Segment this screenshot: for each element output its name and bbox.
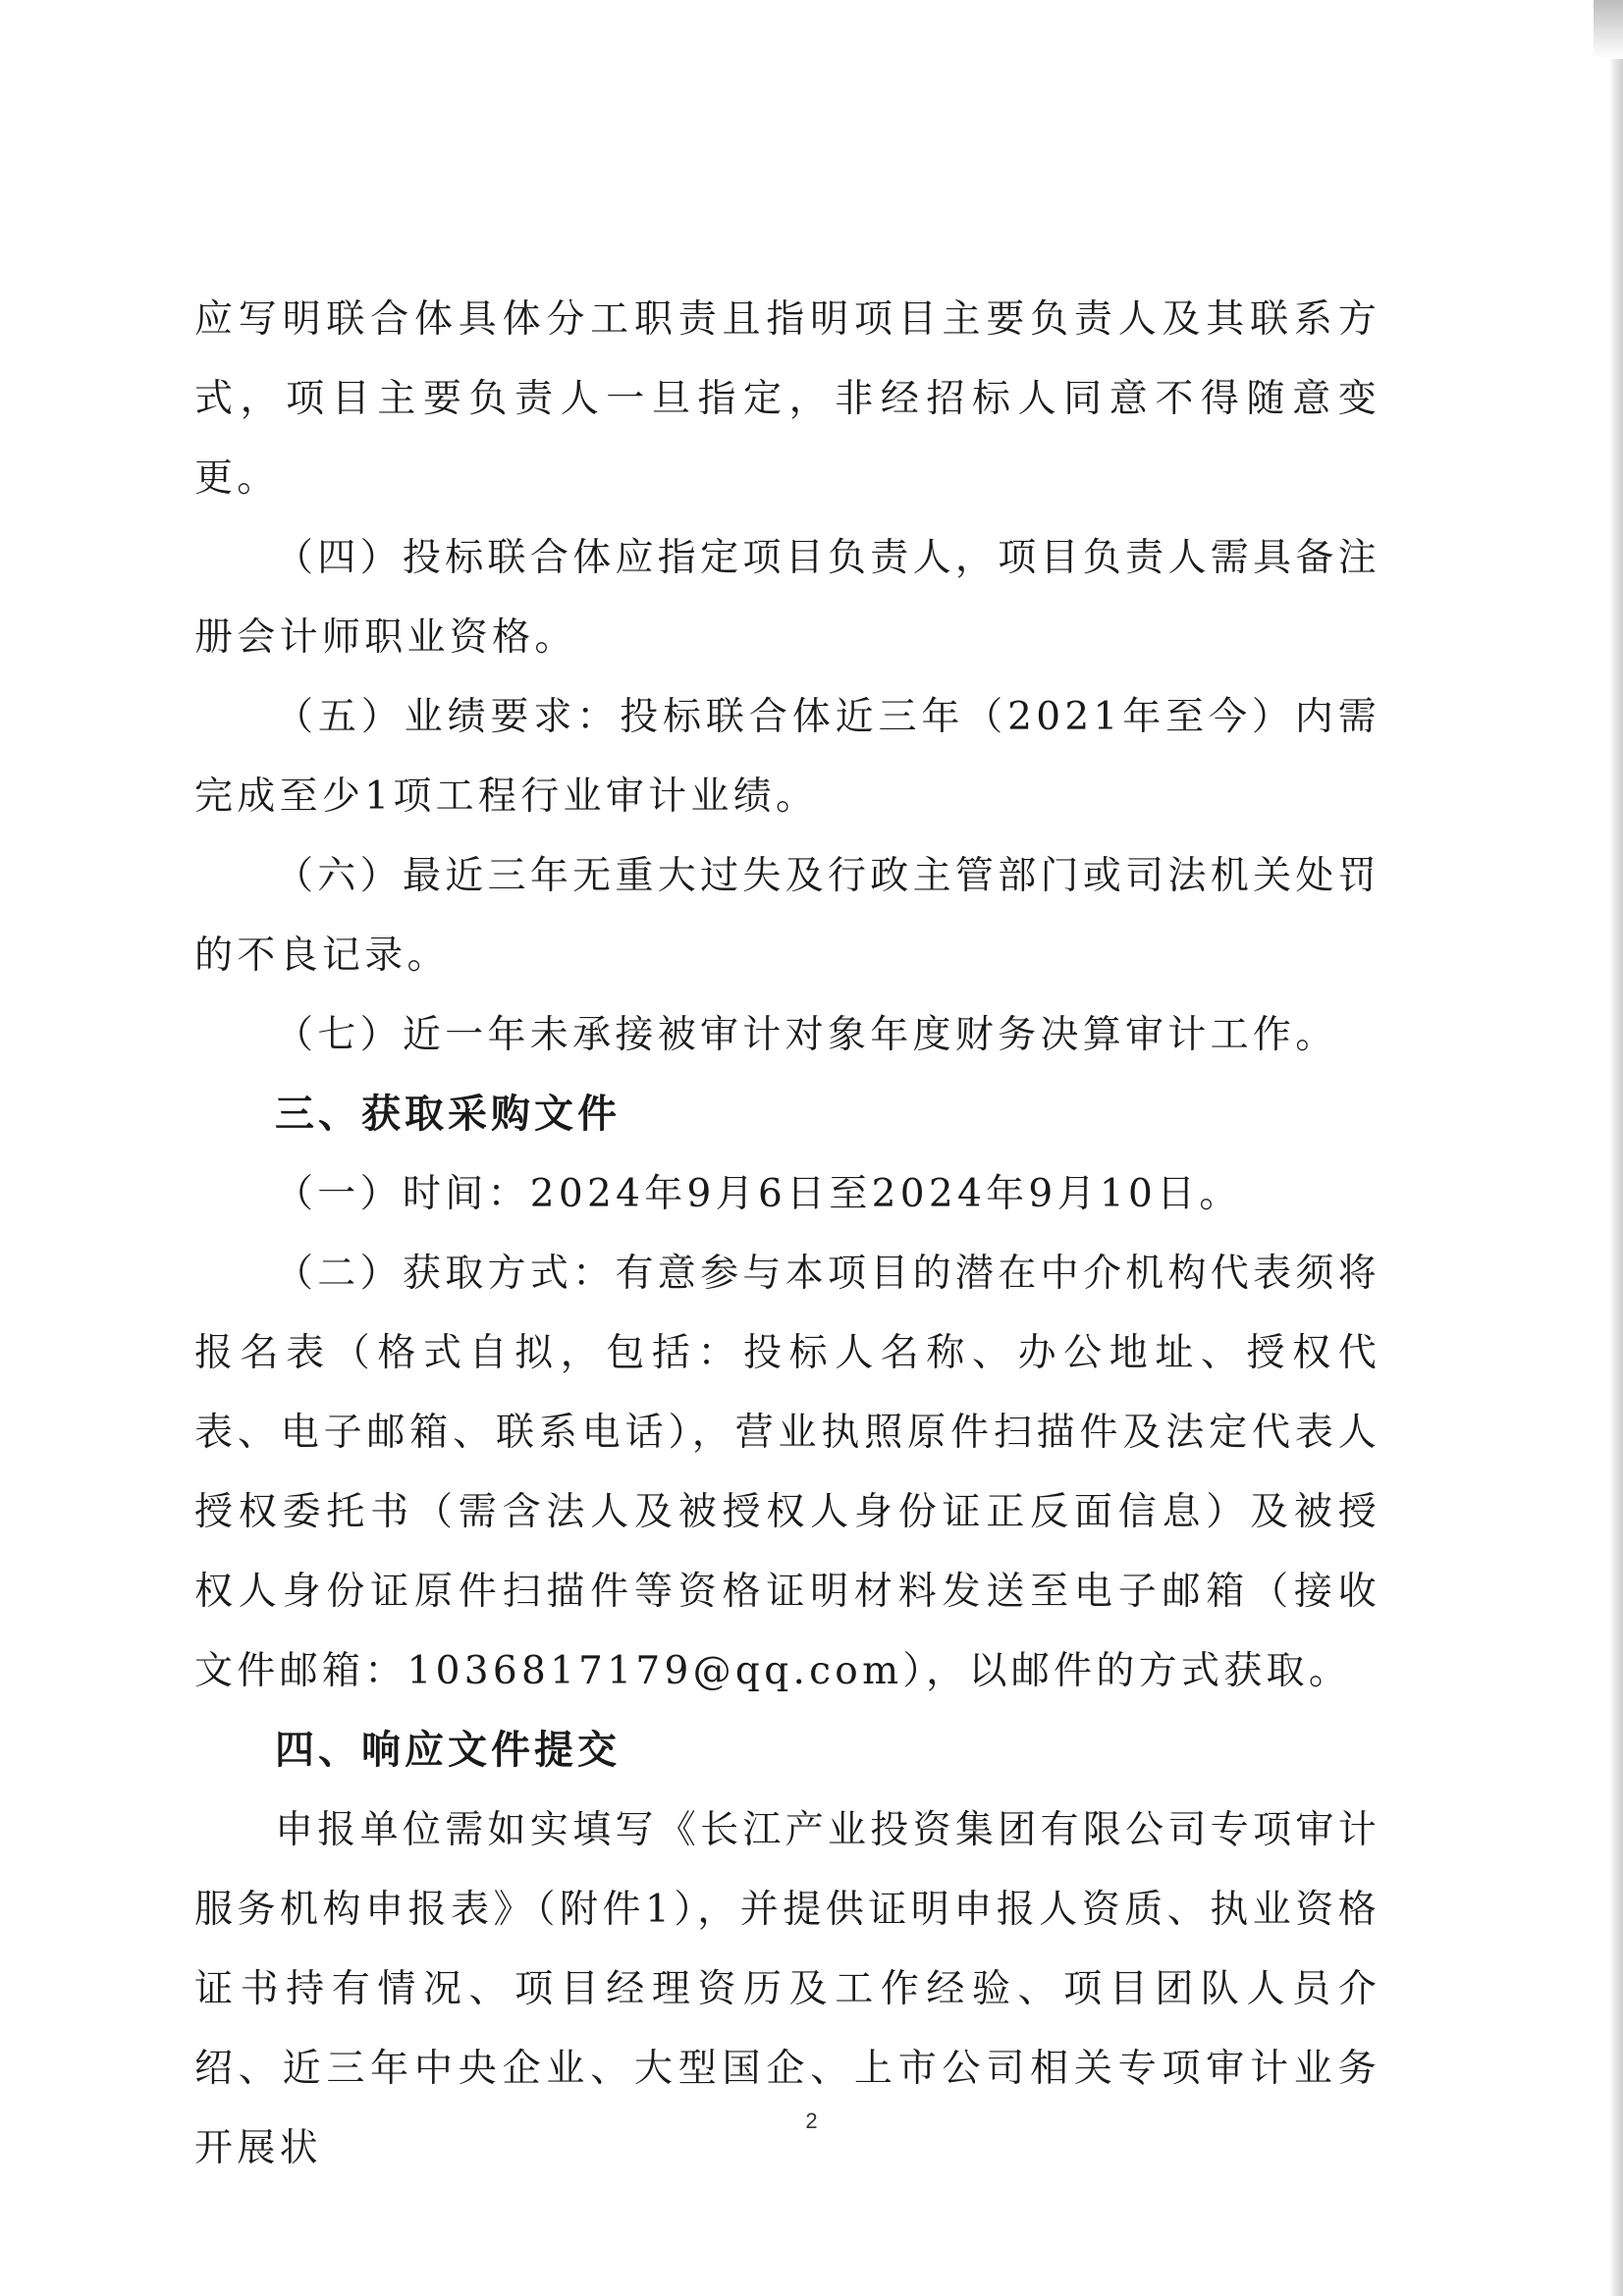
- section-heading-4: 四、响应文件提交: [275, 1728, 621, 1773]
- paragraph-continuation: 应写明联合体具体分工职责且指明项目主要负责人及其联系方式，项目主要负责人一旦指定，非经招标人同意不得随意变更。: [194, 297, 1380, 501]
- paragraph-requirement-5: （五）业绩要求：投标联合体近三年（2021年至今）内需完成至少1项工程行业审计业绩。: [194, 695, 1380, 819]
- paragraph-time: （一）时间：2024年9月6日至2024年9月10日。: [275, 1172, 1242, 1216]
- paragraph-acquisition-method: （二）获取方式：有意参与本项目的潜在中介机构代表须将报名表（格式自拟，包括：投标人名称、办公地址、授权代表、电子邮箱、联系电话），营业执照原件扫描件及法定代表人授权委托书（需含法人及被授权人身份证正反面信息）及被授权人身份证原件扫描件等资格证明材料发送至电子邮箱（接收文件邮箱：1036817179@qq.com），以邮件的方式获取。: [194, 1252, 1380, 1693]
- document-body: [194, 280, 1380, 2188]
- paragraph-requirement-6: （六）最近三年无重大过失及行政主管部门或司法机关处罚的不良记录。: [194, 854, 1380, 978]
- paragraph-submission: 申报单位需如实填写《长江产业投资集团有限公司专项审计服务机构申报表》（附件1），并提供证明申报人资质、执业资格证书持有情况、项目经理资历及工作经验、项目团队人员介绍、近三年中央企业、大型国企、上市公司相关专项审计业务开展状: [194, 1808, 1380, 2170]
- paragraph-requirement-7: （七）近一年未承接被审计对象年度财务决算审计工作。: [275, 1013, 1338, 1057]
- scan-corner-shadow: [1594, 0, 1623, 59]
- page-number: 2: [805, 2109, 818, 2133]
- paragraph-requirement-4: （四）投标联合体应指定项目负责人，项目负责人需具备注册会计师职业资格。: [194, 536, 1380, 660]
- section-heading-3: 三、获取采购文件: [275, 1092, 621, 1137]
- scan-edge-shadow: [1609, 0, 1623, 2296]
